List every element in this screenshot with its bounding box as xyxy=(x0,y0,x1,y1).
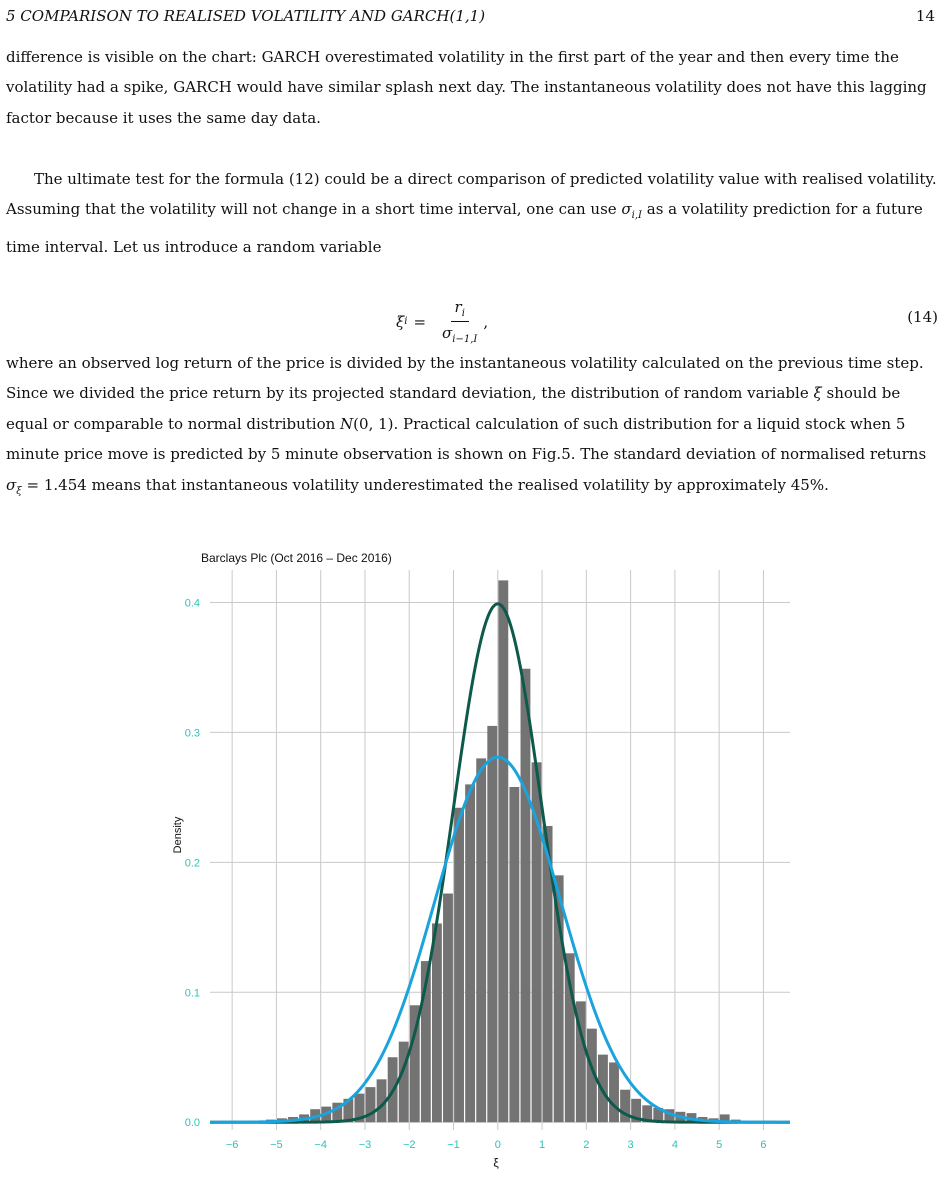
x-tick-label: 6 xyxy=(760,1139,767,1151)
x-tick-labels xyxy=(226,1139,767,1151)
y-tick-label: 0.1 xyxy=(184,987,200,1000)
paragraph-3-text-c: (0, 1). Practical calculation of such distribution for a liquid stock when 5 minute price move is predicted by 5 minute observation is shown on Fig.5. The standard deviation of normalised returns xyxy=(6,414,927,464)
y-tick-label: 0.4 xyxy=(184,597,200,610)
histogram-bar xyxy=(476,758,486,1122)
histogram-bar xyxy=(509,787,519,1122)
histogram-chart xyxy=(0,540,945,1173)
paragraph-2-text-a: The ultimate test for the formula (12) could be a direct comparison of predicted volatility value with realised volatility. Assuming that the volatility will not change in a short time interval, one can use xyxy=(6,170,937,219)
paragraph-2-text-b: as a volatility prediction for a future time interval. Let us introduce a random variable xyxy=(6,200,923,256)
page-number: 14 xyxy=(915,7,935,25)
eq-equals: = xyxy=(413,312,427,331)
histogram-bar xyxy=(620,1090,630,1122)
running-header xyxy=(6,4,935,28)
y-axis-label: Density xyxy=(172,816,184,854)
paragraph-1-text: difference is visible on the chart: GARCH overestimated volatility in the first part of the year and then every time the volatility had a spike, GARCH would have similar splash next day. The instantaneous volatility does not have this lagging factor because it uses the same day data. xyxy=(6,48,927,127)
eq-num-sym: r xyxy=(454,298,462,316)
equation-number: (14) xyxy=(907,308,938,326)
x-tick-label: −1 xyxy=(447,1139,460,1151)
x-tick-label: 5 xyxy=(716,1139,723,1151)
histogram-bar xyxy=(609,1062,619,1122)
histogram-bar xyxy=(465,784,475,1122)
paragraph-2 xyxy=(6,164,938,262)
x-tick-label: −2 xyxy=(402,1139,416,1151)
x-tick-label: −4 xyxy=(314,1139,327,1151)
eq-num-sub: i xyxy=(461,308,465,319)
eq-fraction xyxy=(438,298,481,345)
eq-den-sub: i−1,I xyxy=(452,334,478,345)
y-tick-label: 0.2 xyxy=(184,857,200,870)
x-tick-label: −6 xyxy=(225,1139,239,1151)
normal-N: N xyxy=(340,414,354,433)
x-tick-label: 0 xyxy=(494,1139,501,1151)
x-axis-label: ξ xyxy=(493,1156,499,1170)
paragraph-3-text-b: should be equal or comparable to normal distribution xyxy=(6,384,901,433)
y-tick-label: 0.3 xyxy=(184,727,200,740)
histogram-bar xyxy=(432,923,442,1122)
figure-5 xyxy=(0,540,945,1173)
x-tick-label: −3 xyxy=(358,1139,372,1151)
x-tick-label: 1 xyxy=(538,1139,546,1151)
y-tick-label: 0.0 xyxy=(184,1117,200,1130)
sigma-subscript: i,I xyxy=(631,210,642,222)
histogram-bar xyxy=(487,726,497,1122)
eq-denominator xyxy=(438,322,481,345)
xi-symbol: ξ xyxy=(813,384,822,403)
histogram-bar xyxy=(521,669,531,1122)
sigma-xi-subscript: ξ xyxy=(16,485,22,497)
paragraph-1 xyxy=(6,42,938,133)
paragraph-3 xyxy=(6,348,938,507)
chart-title: Barclays Plc (Oct 2016 – Dec 2016) xyxy=(201,551,392,565)
eq-lhs-sub: i xyxy=(404,316,408,327)
equation-body xyxy=(396,298,488,345)
x-tick-label: −5 xyxy=(270,1139,283,1151)
x-tick-label: 4 xyxy=(671,1139,678,1151)
eq-lhs: ξ xyxy=(396,312,405,331)
eq-den-sym: σ xyxy=(442,324,453,342)
equation-14 xyxy=(6,298,938,345)
histogram-bar xyxy=(443,894,453,1123)
sigma-xi-symbol: σ xyxy=(6,475,17,494)
paragraph-3-text-d: = 1.454 means that instantaneous volatility underestimated the realised volatility by approximately 45%. xyxy=(21,475,829,494)
eq-numerator xyxy=(451,298,469,322)
section-title: 5 COMPARISON TO REALISED VOLATILITY AND GARCH(1,1) xyxy=(6,7,486,25)
paragraph-3-text-a: where an observed log return of the price is divided by the instantaneous volatility calculated on the previous time step. Since we divided the price return by its projected standard deviation, the distribution of random variable xyxy=(6,354,924,403)
sigma-symbol: σ xyxy=(621,200,632,219)
eq-trail: , xyxy=(483,312,489,331)
histogram-bar xyxy=(454,808,464,1122)
x-tick-label: 2 xyxy=(583,1139,590,1151)
histogram-bar xyxy=(498,580,508,1122)
x-tick-label: 3 xyxy=(627,1139,634,1151)
y-tick-labels xyxy=(185,597,200,1129)
